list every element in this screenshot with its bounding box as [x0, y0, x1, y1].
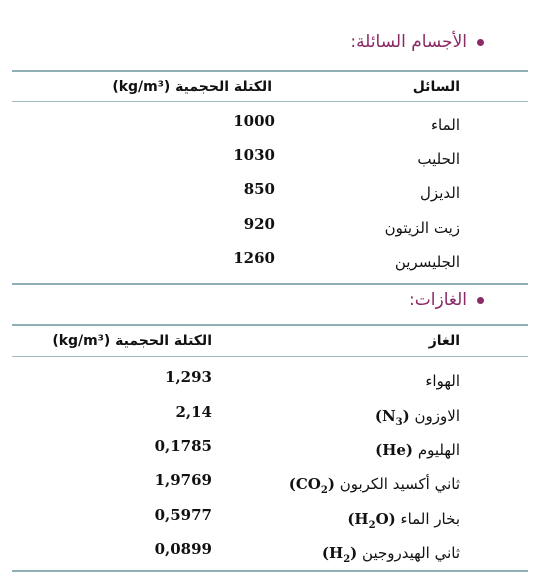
gas-name-cell [375, 407, 460, 432]
gas-formula: $(N_3)$ [374, 407, 410, 428]
gas-density: 0,1785 [154, 437, 212, 455]
gas-formula: $(H_2)$ [321, 544, 358, 565]
gases-heading [409, 290, 484, 310]
liquid-name: الحليب [417, 150, 460, 168]
liquid-name: الجليسرين [394, 253, 460, 271]
gases-table-top-rule [12, 324, 528, 326]
gases-col-name-header: الغاز [428, 333, 460, 349]
liquids-col-density-unit: (kg/m³) [112, 79, 171, 95]
gas-name-cell [425, 372, 460, 390]
liquid-density: 1030 [233, 146, 275, 164]
gas-density: 2,14 [175, 403, 212, 421]
gas-name: الهليوم [417, 441, 460, 459]
gas-name-cell [347, 510, 460, 535]
gas-formula: (He) [375, 441, 414, 459]
liquids-table-bottom-rule [12, 283, 528, 285]
gas-formula: $(H_2O)$ [347, 510, 396, 531]
gas-name: الهواء [425, 372, 460, 390]
gas-density: 1,293 [165, 368, 212, 386]
liquids-col-name-header: السائل [412, 79, 460, 95]
liquid-density: 1000 [233, 112, 275, 130]
liquids-col-density-header [112, 78, 272, 96]
gas-density: 1,9769 [154, 471, 212, 489]
gas-density: 0,0899 [154, 540, 212, 558]
gases-table-bottom-rule [12, 570, 528, 572]
gases-col-density-label: الكتلة الحجمية [115, 333, 212, 349]
gases-heading-text: الغازات: [409, 290, 467, 310]
liquids-heading-text: الأجسام السائلة: [350, 32, 467, 52]
gases-col-density-header [52, 332, 212, 350]
liquid-density: 920 [243, 215, 275, 233]
gas-name-cell [289, 475, 460, 500]
liquids-heading [350, 32, 484, 52]
liquid-density: 850 [243, 180, 275, 198]
liquids-table-top-rule [12, 70, 528, 72]
gas-name: ثاني الهيدروجين [362, 544, 460, 562]
gases-heading-bullet [477, 297, 484, 304]
gas-density: 0,5977 [154, 506, 212, 524]
liquids-header-rule [12, 101, 528, 102]
gas-name: الاوزون [414, 407, 460, 425]
liquid-name: الماء [430, 116, 460, 134]
gas-name: ثاني أكسيد الكربون [339, 475, 460, 493]
liquids-heading-bullet [477, 39, 484, 46]
gas-formula: $(CO_2)$ [288, 475, 335, 496]
gas-name-cell [375, 441, 460, 459]
liquids-col-density-label: الكتلة الحجمية [175, 79, 272, 95]
gas-name: بخار الماء [400, 510, 460, 528]
liquid-name: الديزل [420, 184, 460, 202]
gases-header-rule [12, 356, 528, 357]
liquid-density: 1260 [233, 249, 275, 267]
gases-col-density-unit: (kg/m³) [52, 333, 111, 349]
gas-name-cell [322, 544, 460, 569]
liquid-name: زيت الزيتون [384, 219, 460, 237]
